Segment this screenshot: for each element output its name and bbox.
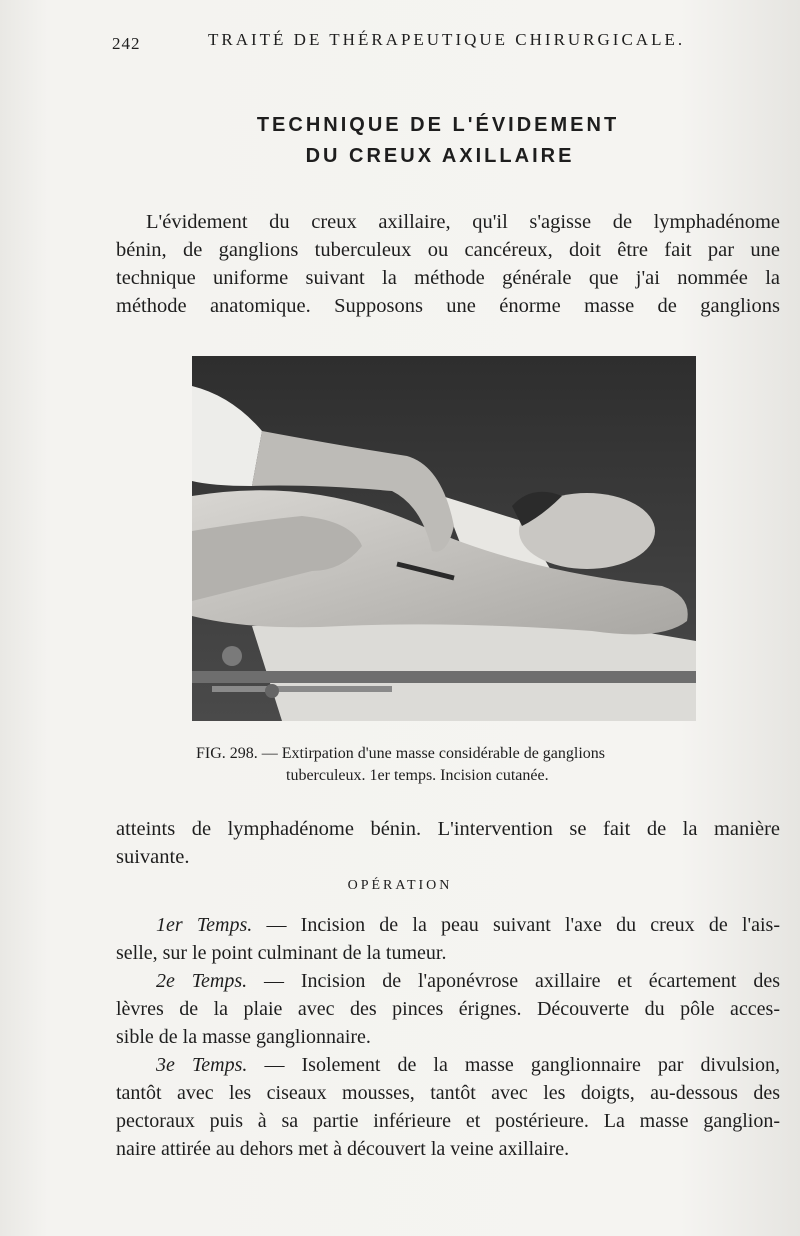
text-line: tantôt avec les ciseaux mousses, tantôt avec les doigts, au-dessous des: [116, 1082, 780, 1104]
text-line: lèvres de la plaie avec des pinces érignes. Découverte du pôle acces-: [116, 998, 780, 1020]
step-2-label: 2e Temps.: [156, 970, 248, 992]
text-line: L'évidement du creux axillaire, qu'il s'agisse de lymphadénome: [146, 211, 780, 233]
text-line: pectoraux puis à sa partie inférieure et postérieure. La masse ganglion-: [116, 1110, 780, 1132]
section-title-line-1: TECHNIQUE DE L'ÉVIDEMENT: [256, 114, 620, 136]
operation-steps: [116, 911, 780, 1163]
step-3-text: — Isolement de la masse ganglionnaire par divulsion,: [264, 1054, 780, 1076]
page-number: 242: [112, 34, 141, 53]
operation-heading: OPÉRATION: [347, 878, 453, 893]
surgery-photograph: [192, 356, 696, 721]
continuation-paragraph: [116, 815, 780, 871]
step-2-first-line: [116, 967, 780, 995]
text-line: atteints de lymphadénome bénin. L'intervention se fait de la manière: [116, 818, 780, 840]
text-line: selle, sur le point culminant de la tumeur.: [116, 942, 447, 964]
text-line: sible de la masse ganglionnaire.: [116, 1026, 371, 1048]
step-1-text: — Incision de la peau suivant l'axe du creux de l'ais-: [266, 914, 780, 936]
running-head: [0, 28, 800, 58]
step-1-first-line: [116, 911, 780, 939]
figure-caption-line-2: tuberculeux. 1er temps. Incision cutanée.: [286, 767, 549, 784]
text-line: technique uniforme suivant la méthode générale que j'ai nommée la: [116, 267, 780, 289]
running-title: TRAITÉ DE THÉRAPEUTIQUE CHIRURGICALE.: [208, 30, 686, 49]
text-line: naire attirée au dehors met à découvert la veine axillaire.: [116, 1138, 570, 1160]
text-line: méthode anatomique. Supposons une énorme masse de ganglions: [116, 295, 780, 317]
photograph-illustration: [192, 356, 696, 721]
intro-paragraph: [116, 208, 780, 320]
section-title-line-2: DU CREUX AXILLAIRE: [305, 145, 575, 167]
step-2-text: — Incision de l'aponévrose axillaire et écartement des: [264, 970, 780, 992]
step-3-label: 3e Temps.: [156, 1054, 248, 1076]
step-3-first-line: [116, 1051, 780, 1079]
text-line: bénin, de ganglions tuberculeux ou cancéreux, doit être fait par une: [116, 239, 780, 261]
step-1-label: 1er Temps.: [156, 914, 253, 936]
text-line: suivante.: [116, 846, 190, 868]
figure-caption-text: — Extirpation d'une masse considérable de ganglions: [261, 745, 606, 762]
figure-caption-line-1: [196, 743, 706, 765]
figure-label: FIG. 298.: [196, 745, 258, 762]
